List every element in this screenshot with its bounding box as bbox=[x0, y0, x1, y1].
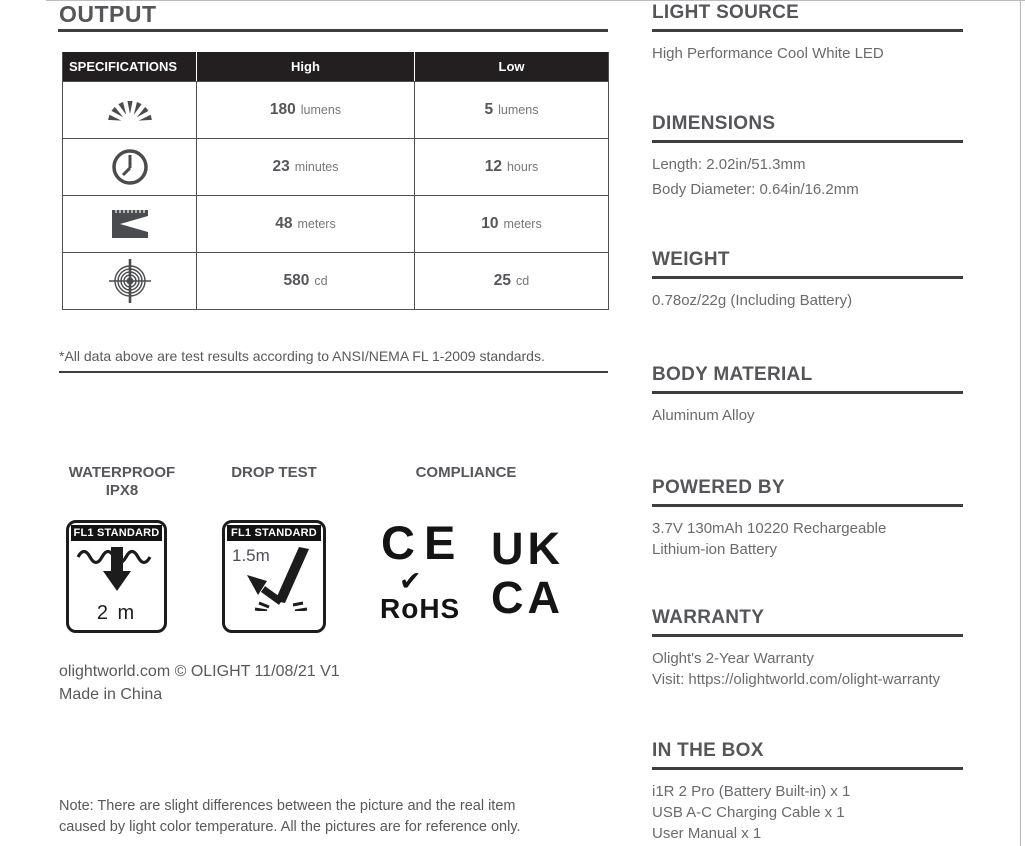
brightness-high-value: 180 bbox=[269, 101, 296, 118]
section-light-source bbox=[652, 2, 963, 64]
section-title: WEIGHT bbox=[652, 249, 730, 270]
intensity-low-unit: cd bbox=[516, 274, 530, 288]
note-line1: Note: There are slight differences between the picture and the real item bbox=[59, 798, 516, 814]
drop-height-text: 1.5m bbox=[232, 546, 270, 565]
runtime-high-cell bbox=[197, 139, 415, 195]
intensity-high-unit: cd bbox=[314, 274, 328, 288]
section-body-material bbox=[652, 364, 963, 426]
waterproof-label-line1: WATERPROOF bbox=[68, 464, 176, 481]
beam-distance-low-cell bbox=[415, 196, 608, 252]
intensity-high-cell bbox=[197, 253, 415, 309]
waterproof-submersion-icon bbox=[69, 543, 164, 600]
spec-line: User Manual x 1 bbox=[652, 825, 762, 842]
ukca-line-ca: CA bbox=[491, 572, 564, 623]
section-title: DIMENSIONS bbox=[652, 113, 776, 134]
spec-line: Lithium-ion Battery bbox=[652, 541, 778, 558]
output-section-title: OUTPUT bbox=[59, 1, 157, 27]
brightness-low-unit: lumens bbox=[498, 103, 539, 117]
beam-distance-high-value: 48 bbox=[275, 215, 293, 232]
section-underline bbox=[652, 504, 963, 507]
section-powered-by bbox=[652, 477, 963, 560]
beam-distance-icon bbox=[63, 196, 197, 252]
beam-distance-low-value: 10 bbox=[481, 215, 499, 232]
section-warranty bbox=[652, 607, 963, 690]
ce-mark: CE bbox=[381, 516, 465, 569]
intensity-icon bbox=[63, 253, 197, 309]
compliance-label: COMPLIANCE bbox=[415, 464, 517, 481]
fl1-standard-header: FL1 STANDARD bbox=[71, 525, 162, 541]
copyright-line: olightworld.com © OLIGHT 11/08/21 V1 bbox=[59, 663, 340, 680]
table-header-high: High bbox=[197, 52, 415, 81]
spec-line warranty-url: Visit: https://olightworld.com/olight-warranty bbox=[652, 671, 941, 688]
table-header-low: Low bbox=[498, 59, 525, 74]
spec-line: Body Diameter: 0.64in/16.2mm bbox=[652, 181, 859, 198]
waterproof-fl1-badge bbox=[66, 520, 167, 633]
brightness-high-cell bbox=[197, 82, 415, 138]
page-right-edge-line bbox=[1020, 0, 1021, 846]
section-underline bbox=[652, 391, 963, 394]
fl1-standard-header: FL1 STANDARD bbox=[227, 525, 321, 541]
section-title: IN THE BOX bbox=[652, 740, 764, 761]
spec-line: High Performance Cool White LED bbox=[652, 45, 884, 62]
note-line2: caused by light color temperature. All the pictures are for reference only. bbox=[59, 819, 521, 835]
footnote-underline bbox=[59, 371, 608, 373]
waterproof-label-line2: IPX8 bbox=[105, 482, 139, 499]
table-row-beam-distance bbox=[63, 195, 608, 252]
page-top-edge-line bbox=[46, 0, 1025, 1]
table-header-row bbox=[63, 52, 608, 81]
section-underline bbox=[652, 276, 963, 279]
ukca-mark bbox=[491, 524, 564, 622]
section-title: WARRANTY bbox=[652, 607, 765, 628]
runtime-low-value: 12 bbox=[484, 158, 502, 175]
beam-distance-low-unit: meters bbox=[503, 217, 542, 231]
waterproof-depth-text: 2 m bbox=[96, 602, 137, 624]
section-underline bbox=[652, 140, 963, 143]
intensity-high-value: 580 bbox=[283, 272, 310, 289]
drop-test-fl1-badge bbox=[222, 520, 326, 633]
brightness-high-unit: lumens bbox=[300, 103, 342, 117]
section-dimensions bbox=[652, 113, 963, 200]
ansi-standards-footnote: *All data above are test results according to ANSI/NEMA FL 1-2009 standards. bbox=[59, 348, 545, 364]
table-header-specifications: SPECIFICATIONS bbox=[63, 52, 197, 81]
section-weight bbox=[652, 249, 963, 311]
section-title: LIGHT SOURCE bbox=[652, 2, 800, 23]
beam-distance-high-cell bbox=[197, 196, 415, 252]
spec-line: i1R 2 Pro (Battery Built-in) x 1 bbox=[652, 783, 851, 800]
runtime-icon bbox=[63, 139, 197, 195]
table-row-runtime bbox=[63, 138, 608, 195]
spec-line: 3.7V 130mAh 10220 Rechargeable bbox=[652, 520, 887, 537]
section-underline bbox=[652, 767, 963, 770]
runtime-low-unit: hours bbox=[506, 160, 539, 174]
spec-line: 0.78oz/22g (Including Battery) bbox=[652, 292, 853, 309]
specifications-table bbox=[62, 52, 609, 310]
section-underline bbox=[652, 634, 963, 637]
section-underline bbox=[652, 29, 963, 32]
runtime-high-unit: minutes bbox=[294, 160, 339, 174]
runtime-high-value: 23 bbox=[272, 158, 290, 175]
section-title: POWERED BY bbox=[652, 477, 785, 498]
ukca-line-uk: UK bbox=[491, 523, 564, 574]
section-title: BODY MATERIAL bbox=[652, 364, 813, 385]
brightness-low-cell bbox=[415, 82, 608, 138]
table-row-intensity bbox=[63, 252, 608, 309]
spec-line: Olight's 2-Year Warranty bbox=[652, 650, 814, 667]
brightness-icon bbox=[63, 82, 197, 138]
drop-test-label: DROP TEST bbox=[231, 464, 317, 481]
intensity-low-cell bbox=[415, 253, 608, 309]
spec-line: Length: 2.02in/51.3mm bbox=[652, 156, 806, 173]
spec-line: USB A-C Charging Cable x 1 bbox=[652, 804, 845, 821]
intensity-low-value: 25 bbox=[493, 272, 512, 289]
beam-distance-high-unit: meters bbox=[297, 217, 336, 231]
reference-note bbox=[59, 796, 521, 838]
rohs-mark: RoHS bbox=[380, 593, 461, 624]
table-row-brightness bbox=[63, 81, 608, 138]
waterproof-label bbox=[50, 464, 194, 500]
drop-impact-icon bbox=[233, 545, 317, 616]
brightness-low-value: 5 bbox=[484, 101, 494, 118]
made-in-china-line: Made in China bbox=[59, 686, 163, 703]
section-in-the-box bbox=[652, 740, 963, 844]
spec-line: Aluminum Alloy bbox=[652, 407, 755, 424]
runtime-low-cell bbox=[415, 139, 608, 195]
rohs-checkmark-icon: ✔ bbox=[399, 566, 422, 597]
output-title-underline bbox=[58, 29, 608, 32]
